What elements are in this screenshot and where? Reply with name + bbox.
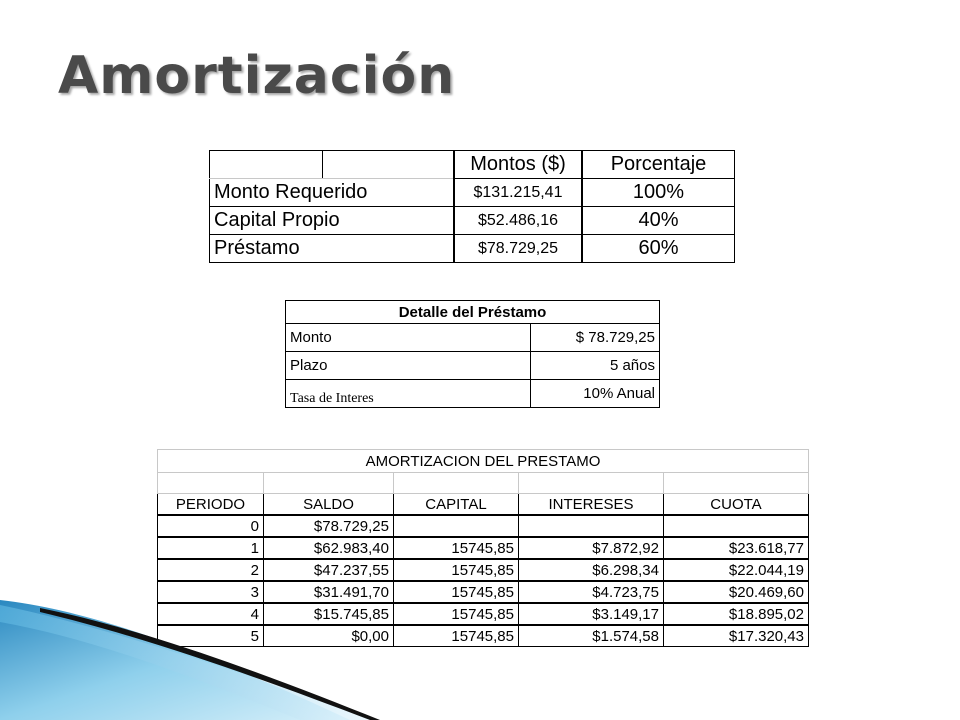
loan-detail-label: Tasa de Interes	[286, 380, 531, 408]
loan-detail-title: Detalle del Préstamo	[286, 301, 660, 324]
intereses-cell	[519, 515, 664, 537]
loan-detail-table	[285, 300, 660, 408]
financing-header-row	[210, 151, 735, 179]
capital-cell: 15745,85	[394, 581, 519, 603]
saldo-cell: $47.237,55	[264, 559, 394, 581]
cuota-cell	[664, 515, 809, 537]
capital-cell: 15745,85	[394, 537, 519, 559]
header-saldo: SALDO	[264, 494, 394, 516]
financing-amount: $78.729,25	[454, 235, 582, 263]
financing-amount: $131.215,41	[454, 179, 582, 207]
loan-detail-row	[286, 380, 660, 408]
financing-percent: 60%	[582, 235, 735, 263]
financing-row	[210, 207, 735, 235]
financing-label: Préstamo	[210, 235, 455, 263]
amortization-title-row	[158, 450, 809, 473]
loan-detail-value: 10% Anual	[531, 380, 660, 408]
financing-header-blank-2	[323, 151, 455, 179]
financing-percent: 100%	[582, 179, 735, 207]
cuota-cell: $22.044,19	[664, 559, 809, 581]
saldo-cell: $31.491,70	[264, 581, 394, 603]
loan-detail-label: Plazo	[286, 352, 531, 380]
financing-percent: 40%	[582, 207, 735, 235]
capital-cell: 15745,85	[394, 625, 519, 647]
intereses-cell: $6.298,34	[519, 559, 664, 581]
spacer-cell	[264, 473, 394, 494]
saldo-cell: $78.729,25	[264, 515, 394, 537]
period-cell: 3	[158, 581, 264, 603]
financing-label: Monto Requerido	[210, 179, 455, 207]
cuota-cell: $17.320,43	[664, 625, 809, 647]
intereses-cell: $3.149,17	[519, 603, 664, 625]
loan-detail-row	[286, 324, 660, 352]
table-row	[158, 515, 809, 537]
loan-detail-value: 5 años	[531, 352, 660, 380]
financing-header-blank-1	[210, 151, 323, 179]
header-intereses: INTERESES	[519, 494, 664, 516]
period-cell: 2	[158, 559, 264, 581]
intereses-cell: $7.872,92	[519, 537, 664, 559]
cuota-cell: $18.895,02	[664, 603, 809, 625]
saldo-cell: $15.745,85	[264, 603, 394, 625]
amortization-header-row	[158, 494, 809, 516]
capital-cell: 15745,85	[394, 559, 519, 581]
loan-detail-value: $ 78.729,25	[531, 324, 660, 352]
period-cell: 0	[158, 515, 264, 537]
cuota-cell: $23.618,77	[664, 537, 809, 559]
amortization-title: AMORTIZACION DEL PRESTAMO	[158, 450, 809, 473]
period-cell: 5	[158, 625, 264, 647]
loan-detail-label: Monto	[286, 324, 531, 352]
spacer-cell	[519, 473, 664, 494]
financing-label: Capital Propio	[210, 207, 455, 235]
loan-detail-row	[286, 352, 660, 380]
capital-cell: 15745,85	[394, 603, 519, 625]
table-row	[158, 537, 809, 559]
decorative-swoosh	[0, 560, 600, 720]
saldo-cell: $0,00	[264, 625, 394, 647]
header-periodo: PERIODO	[158, 494, 264, 516]
period-cell: 1	[158, 537, 264, 559]
spacer-cell	[664, 473, 809, 494]
cuota-cell: $20.469,60	[664, 581, 809, 603]
financing-header-amount: Montos ($)	[454, 151, 582, 179]
header-capital: CAPITAL	[394, 494, 519, 516]
intereses-cell: $4.723,75	[519, 581, 664, 603]
financing-row	[210, 179, 735, 207]
financing-header-percent: Porcentaje	[582, 151, 735, 179]
header-cuota: CUOTA	[664, 494, 809, 516]
saldo-cell: $62.983,40	[264, 537, 394, 559]
loan-detail-header-row	[286, 301, 660, 324]
intereses-cell: $1.574,58	[519, 625, 664, 647]
financing-amount: $52.486,16	[454, 207, 582, 235]
amortization-spacer-row	[158, 473, 809, 494]
period-cell: 4	[158, 603, 264, 625]
slide-title: Amortización	[58, 46, 456, 106]
spacer-cell	[394, 473, 519, 494]
capital-cell	[394, 515, 519, 537]
financing-table	[209, 150, 735, 263]
financing-row	[210, 235, 735, 263]
spacer-cell	[158, 473, 264, 494]
